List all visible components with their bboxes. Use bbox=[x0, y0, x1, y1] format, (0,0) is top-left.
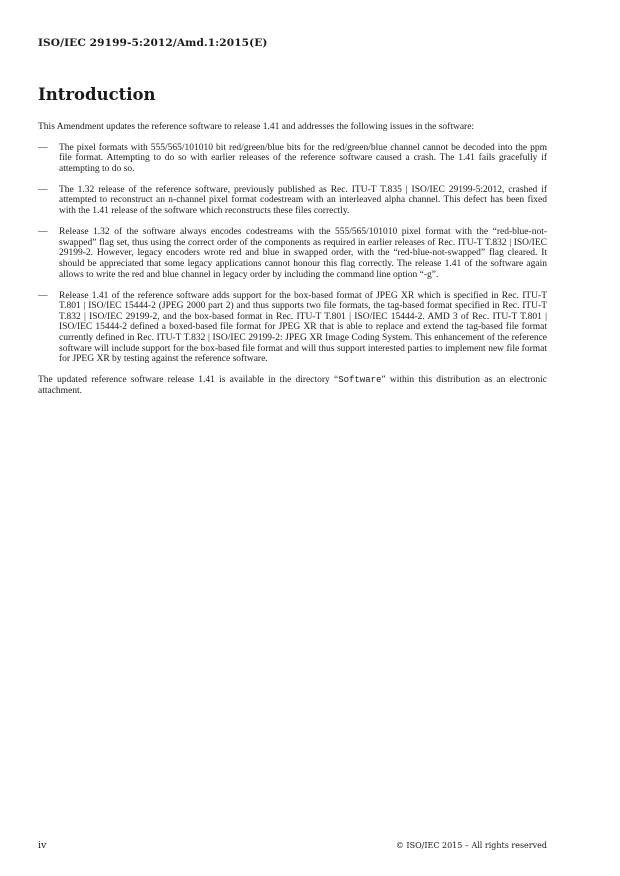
document-body bbox=[38, 122, 547, 396]
document-header: ISO/IEC 29199-5:2012/Amd.1:2015(E) bbox=[38, 37, 268, 49]
closing-text-before: The updated reference software release 1.41 is available in the directory “ bbox=[38, 375, 339, 386]
issue-list bbox=[38, 143, 547, 365]
dash-bullet: — bbox=[38, 290, 48, 301]
page-number: iv bbox=[38, 840, 47, 851]
list-item bbox=[38, 185, 547, 217]
closing-paragraph bbox=[38, 375, 547, 396]
dash-bullet: — bbox=[38, 227, 48, 238]
section-title: Introduction bbox=[38, 85, 156, 104]
list-item-text: The 1.32 release of the reference software, previously published as Rec. ITU-T T.835 | ISO/IEC 29199-5:2012, crashed if attempted to reconstruct an n-channel pixel format codestream with an interleaved alpha channel. This defect has been fixed with the 1.41 release of the software which reconstructs these files correctly. bbox=[59, 184, 547, 217]
list-item-text: Release 1.41 of the reference software adds support for the box-based format of JPEG XR which is specified in Rec. ITU-T T.801 | ISO/IEC 15444-2 (JPEG 2000 part 2) and thus supports two file formats, the tag-based format specified in Rec. ITU-T T.832 | ISO/IEC 29199-2, and the box-based format in Rec. ITU-T T.801 | ISO/IEC 15444-2. AMD 3 of Rec. ITU-T T.801 | ISO/IEC 15444-2 defined a boxed-based file format for JPEG XR that is able to replace and extend the tag-based file format currently defined in Rec. ITU-T T.832 | ISO/IEC 29199-2: JPEG XR Image Coding System. This enhancement of the reference software will include support for the box-based file format and will thus support interested parties to implement new file format for JPEG XR by testing against the reference software. bbox=[59, 290, 547, 365]
intro-paragraph: This Amendment updates the reference software to release 1.41 and addresses the following issues in the software: bbox=[38, 122, 475, 132]
list-item bbox=[38, 143, 547, 175]
dash-bullet: — bbox=[38, 184, 48, 195]
list-item bbox=[38, 291, 547, 365]
list-item-text: Release 1.32 of the software always encodes codestreams with the 555/565/101010 pixel format with the “red-blue-not-swapped” flag set, thus using the correct order of the components as required in earlier releases of Rec. ITU-T T.832 | ISO/IEC 29199-2. However, legacy encoders wrote red and blue in swapped order, with the “red-blue-not-swapped” flag cleared. It should be appreciated that some legacy applications cannot honour this flag correctly. The release 1.41 of the software again allows to write the red and blue channel in legacy order by including the command line option “-g”. bbox=[59, 227, 547, 280]
list-item bbox=[38, 227, 547, 280]
software-directory-code: Software bbox=[338, 375, 382, 386]
closing-text-after: ” within this distribution as an electronic attachment. bbox=[38, 375, 547, 396]
copyright-notice: © ISO/IEC 2015 – All rights reserved bbox=[395, 841, 547, 850]
dash-bullet: — bbox=[38, 142, 48, 153]
list-item-text: The pixel formats with 555/565/101010 bit red/green/blue bits for the red/green/blue channel cannot be decoded into the ppm file format. Attempting to do so with earlier releases of the reference software caused a crash. The 1.41 fails gracefully if attempting to do so. bbox=[59, 142, 547, 174]
